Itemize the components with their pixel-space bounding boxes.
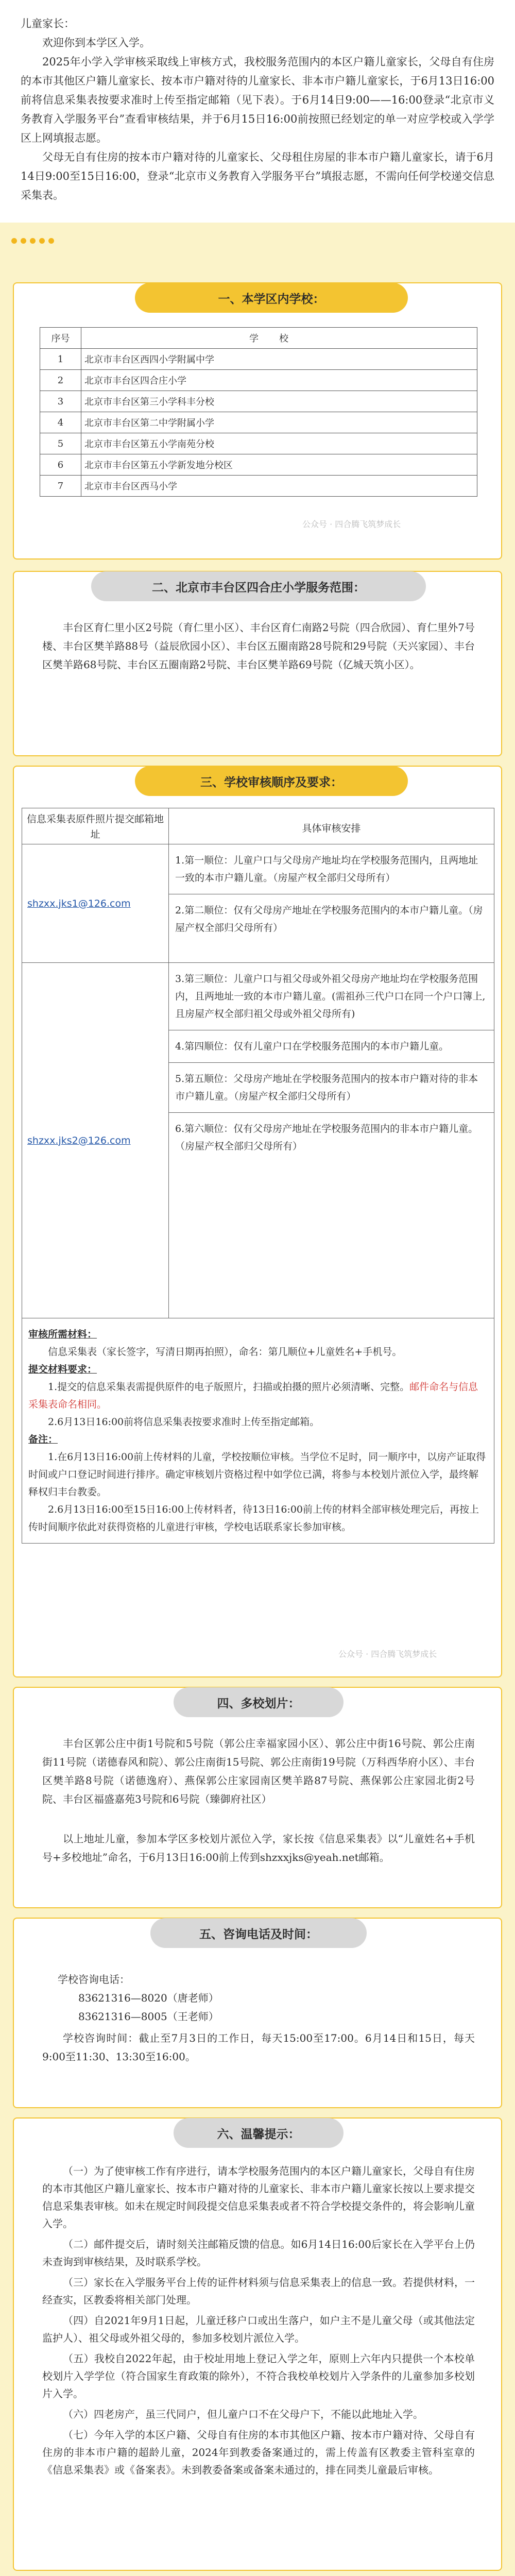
submission-heading: 提交材料要求： bbox=[28, 1364, 97, 1375]
table-row: 4 北京市丰台区第二中学附属小学 bbox=[40, 412, 477, 433]
section-review-order bbox=[13, 766, 502, 1677]
tip-4: （四）自2021年9月1日起，儿童迁移户口或出生落户，如户主不是儿童父母（或其他法定监护人）、祖父母或外祖父母的，参加多校划片派位入学。 bbox=[42, 2314, 475, 2344]
remark-heading: 备注： bbox=[28, 1434, 58, 1445]
phone-1[interactable]: 83621316—8020（唐老师） bbox=[78, 1992, 219, 2004]
section-schools bbox=[13, 282, 502, 560]
section-1-title: 一、本学区内学校： bbox=[135, 283, 408, 313]
rule-2: 2.第二顺位：仅有父母房产地址在学校服务范围内的本市户籍儿童。（房屋产权全部归父母所有） bbox=[175, 905, 483, 934]
intro-paragraph-2: 父母无自有住房的按本市户籍对待的儿童家长、父母租住房屋的非本市户籍儿童家长，请于6月14日9:00至15日16:00，登录“北京市义务教育入学服务平台”填报志愿，不需向任何学校递交信息采集表。 bbox=[21, 151, 494, 201]
section-2-title: 二、北京市丰台区四合庄小学服务范围： bbox=[91, 571, 426, 601]
consult-hours: 学校咨询时间：截止至7月3日的工作日，每天15:00至17:00。6月14日和15日，每天9:00至11:30、13:30至16:00。 bbox=[42, 2032, 475, 2063]
table-row: 3 北京市丰台区第三小学科丰分校 bbox=[40, 391, 477, 412]
schools-table bbox=[40, 327, 477, 497]
email-link-2[interactable]: shzxx.jks2@126.com bbox=[27, 1134, 131, 1146]
section-tips bbox=[13, 2117, 502, 2571]
decorative-dots bbox=[0, 223, 515, 259]
materials-text: 信息采集表（家长签字，写清日期再拍照），命名：第几顺位+儿童姓名+手机号。 bbox=[48, 1346, 402, 1358]
submission-line-1: 1.提交的信息采集表需提供原件的电子版照片，扫描或拍摄的照片必须清晰、完整。 bbox=[48, 1381, 410, 1393]
header-no: 序号 bbox=[40, 328, 81, 349]
deadline-line: 2.6月13日16:00前将信息采集表按要求准时上传至指定邮箱。 bbox=[48, 1416, 320, 1428]
rule-5: 5.第五顺位：父母房产地址在学校服务范围内的按本市户籍对待的非本市户籍儿童。（房屋产权全部归父母所有） bbox=[169, 1063, 494, 1113]
watermark: 公众号 · 四合腾飞筑梦成长 bbox=[302, 519, 401, 529]
tip-6: （六）四老房产，虽三代同户，但儿童户口不在父母户下，不能以此地址入学。 bbox=[63, 2408, 423, 2420]
header-school: 学校 bbox=[81, 328, 477, 349]
table-row: 6 北京市丰台区第五小学新发地分校区 bbox=[40, 454, 477, 476]
phone-label: 学校咨询电话： bbox=[58, 1973, 130, 1986]
review-table bbox=[22, 808, 494, 1544]
section-5-title: 五、咨询电话及时间： bbox=[150, 1918, 367, 1948]
tip-3: （三）家长在入学服务平台上传的证件材料须与信息采集表上的信息一致。若提供材料，一经查实，区教委将相关部门处理。 bbox=[42, 2276, 475, 2306]
remark-1: 1.在6月13日16:00前上传材料的儿童，学校按顺位审核。当学位不足时，同一顺序中，以房产证取得时间或户口登记时间进行排序。确定审核划片资格过程中如学位已满，将参与本校划片派位入学，最终解释权归丰台教委。 bbox=[28, 1451, 486, 1498]
multi-school-instruction: 以上地址儿童，参加本学区多校划片派位入学，家长按《信息采集表》以“儿童姓名+手机号+多校地址”命名，于6月13日16:00前上传到shzxxjks@yeah.net邮箱。 bbox=[42, 1833, 475, 1863]
email-column-header: 信息采集表原件照片提交邮箱地址 bbox=[22, 808, 169, 844]
table-header-row bbox=[40, 328, 477, 349]
table-row: 1 北京市丰台区西四小学附属中学 bbox=[40, 349, 477, 370]
watermark: 公众号 · 四合腾飞筑梦成长 bbox=[338, 1649, 437, 1659]
table-row: 7 北京市丰台区西马小学 bbox=[40, 476, 477, 497]
intro-letter bbox=[0, 0, 515, 223]
greeting: 儿童家长： bbox=[21, 18, 75, 30]
multi-school-addresses: 丰台区郭公庄中街1号院和5号院（郭公庄幸福家园小区）、郭公庄中街16号院、郭公庄南街11号院（诺德春风和院）、郭公庄南街15号院、郭公庄南街19号院（万科西华府小区）、丰台区樊羊路8号院（诺德逸府）、燕保郭公庄家园南区樊羊路87号院、燕保郭公庄家园北街2号院、丰台区福盛嘉苑3号院和6号院（臻御府社区） bbox=[42, 1737, 475, 1805]
service-area-text: 丰台区育仁里小区2号院（育仁里小区）、丰台区育仁南路2号院（四合欣园）、育仁里外7号楼、丰台区樊羊路88号（益辰欣园小区）、丰台区五圈南路28号院和29号院（天兴家园）、丰台区樊羊路68号院、丰台区五圈南路2号院、丰台区樊羊路69号院（亿城天筑小区）。 bbox=[42, 621, 475, 671]
rule-6: 6.第六顺位：仅有父母房产地址在学校服务范围内的非本市户籍儿童。（房屋产权全部归父母所有） bbox=[175, 1123, 478, 1152]
rule-3: 3.第三顺位：儿童户口与祖父母或外祖父母房产地址均在学校服务范围内，且两地址一致的本市户籍儿童。(需祖孙三代户口在同一个户口簿上,且房屋产权全部归祖父母或外祖父母所有) bbox=[169, 963, 494, 1030]
requirements-notes bbox=[22, 1318, 494, 1544]
remark-3: 2.6月13日16:00至15日16:00上传材料者，待13日16:00前上传的材料全部审核处理完后，再按上传时间顺序依此对获得资格的儿童进行审核，学校电话联系家长参加审核。 bbox=[28, 1504, 479, 1533]
materials-heading: 审核所需材料： bbox=[28, 1329, 97, 1340]
intro-paragraph-1: 2025年小学入学审核采取线上审核方式，我校服务范围内的本区户籍儿童家长，父母自有住房的本市其他区户籍儿童家长、按本市户籍对待的儿童家长、非本市户籍儿童家长，于6月13日16:00前将信息采集表按要求准时上传至指定邮箱（见下表）。于6月14日9:00——16:00登录“北京市义务教育入学服务平台”查看审核结果，并于6月15日16:00前按照已经划定的单一对应学校或入学学区上网填报志愿。 bbox=[21, 56, 494, 144]
rule-4: 4.第四顺位：仅有儿童户口在学校服务范围内的本市户籍儿童。 bbox=[169, 1030, 494, 1063]
tips-list bbox=[42, 2162, 475, 2482]
section-3-title: 三、学校审核顺序及要求： bbox=[135, 766, 408, 796]
tip-1: （一）为了使审核工作有序进行，请本学校服务范围内的本区户籍儿童家长，父母自有住房的本市其他区户籍儿童家长、按本市户籍对待的儿童家长、非本市户籍儿童家长按以上要求提交信息采集表审核。如未在规定时间段提交信息采集表或者不符合学校提交条件的，将会影响儿童入学。 bbox=[42, 2165, 475, 2230]
section-6-title: 六、温馨提示： bbox=[174, 2118, 344, 2148]
table-row: 5 北京市丰台区第五小学南苑分校 bbox=[40, 433, 477, 454]
phone-2[interactable]: 83621316—8005（王老师） bbox=[78, 2010, 219, 2023]
naming-warning: 邮件命名与信息采集表命名相同。 bbox=[28, 1381, 478, 1410]
welcome-line: 欢迎你到本学区入学。 bbox=[42, 37, 150, 49]
email-link-1[interactable]: shzxx.jks1@126.com bbox=[27, 897, 131, 909]
section-service-area bbox=[13, 571, 502, 756]
table-row: 2 北京市丰台区四合庄小学 bbox=[40, 370, 477, 391]
section-4-title: 四、多校划片： bbox=[174, 1687, 344, 1717]
section-multi-school bbox=[13, 1687, 502, 1908]
rule-1: 1.第一顺位：儿童户口与父母房产地址均在学校服务范围内，且两地址一致的本市户籍儿童。（房屋产权全部归父母所有） bbox=[169, 844, 494, 894]
arrangement-column-header: 具体审核安排 bbox=[169, 808, 494, 844]
section-contact bbox=[13, 1918, 502, 2108]
tip-7: （七）今年入学的本区户籍、父母自有住房的本市其他区户籍、按本市户籍对待、父母自有住房的非本市户籍的超龄儿童，2024年到教委备案通过的，需上传盖有区教委主管科室章的《信息采集表》或《备案表》。未到教委备案或备案未通过的，排在同类儿童最后审核。 bbox=[42, 2429, 475, 2476]
tip-2: （二）邮件提交后，请时刻关注邮箱反馈的信息。如6月14日16:00后家长在入学平台上仍未查询到审核结果，及时联系学校。 bbox=[42, 2238, 475, 2268]
tip-5: （五）我校自2022年起，由于校址用地上登记入学之年，原则上六年内只提供一个本校单校划片入学学位（符合国家生育政策的除外），不符合我校单校划片入学条件的儿童参加多校划片入学。 bbox=[42, 2352, 475, 2400]
